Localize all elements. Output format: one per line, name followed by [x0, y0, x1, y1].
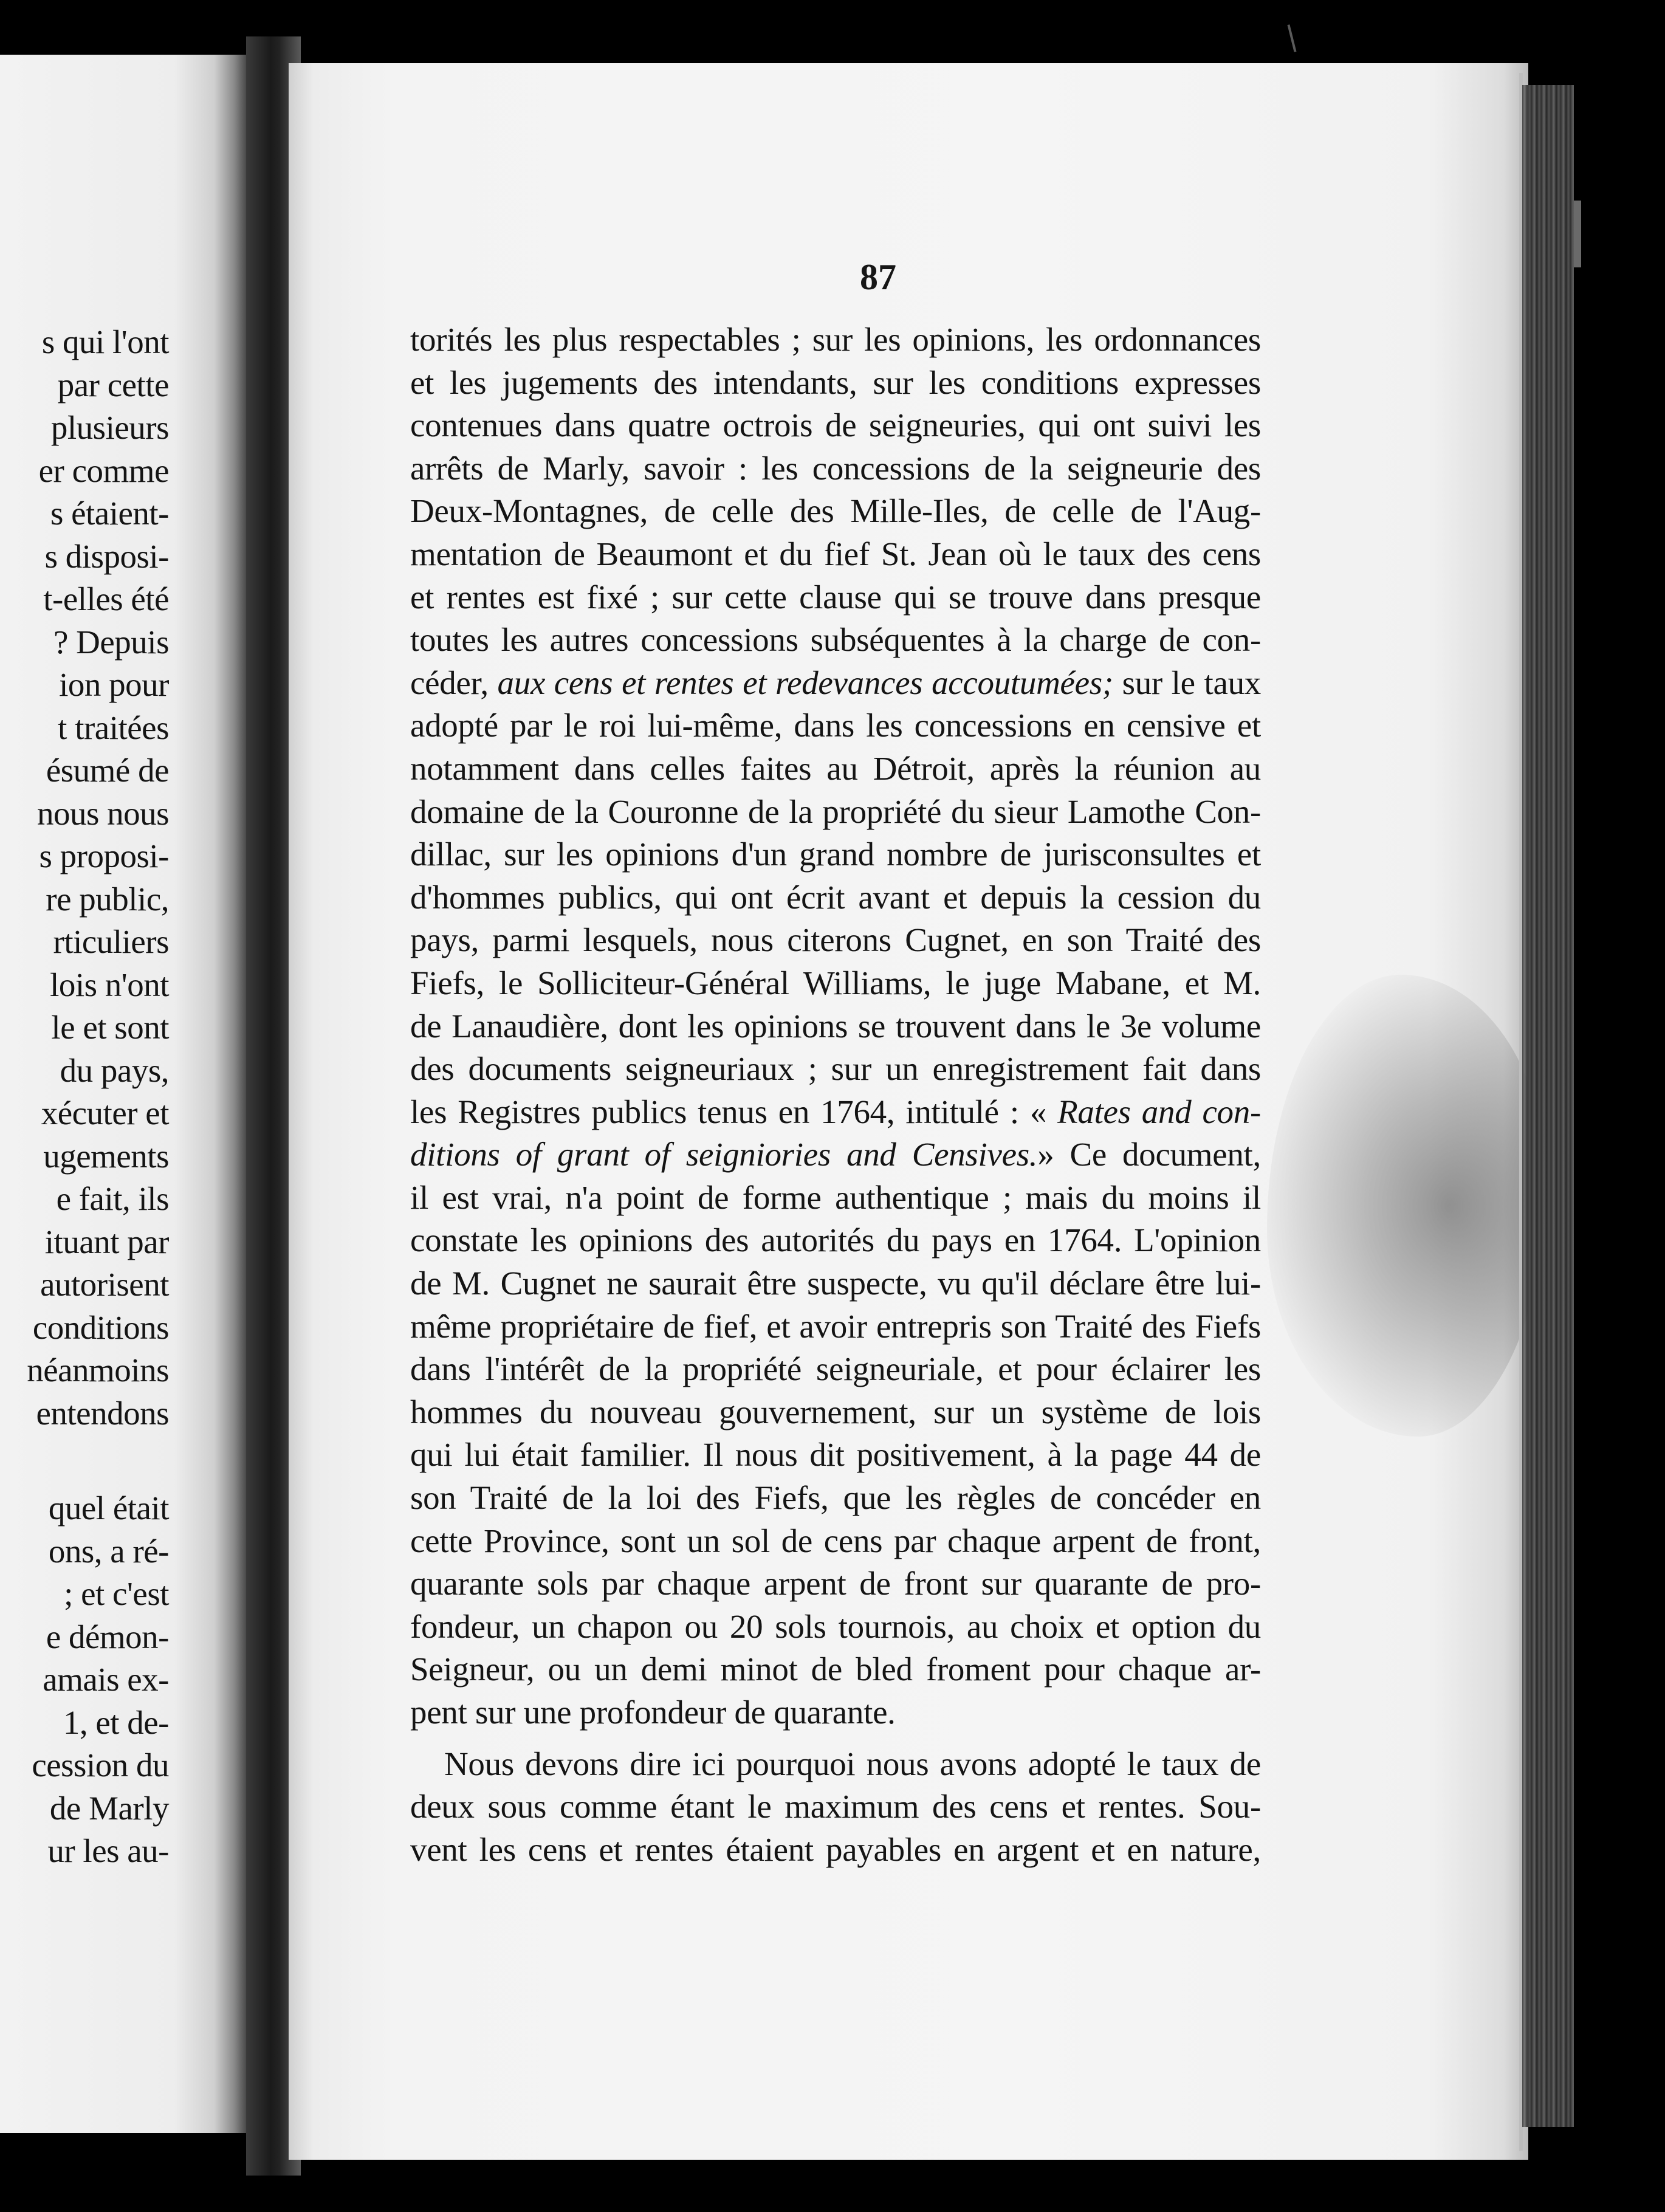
italic-phrase: aux cens et rentes et redevances accoutumées;	[497, 664, 1113, 701]
left-line: t-elles été	[43, 580, 169, 617]
text-line: torités les plus respectables ; sur les opinions, les ordonnances	[410, 321, 1261, 358]
italic-phrase: Rates and con-	[1057, 1093, 1261, 1130]
text-fragment: céder,	[410, 664, 498, 701]
left-line: conditions	[32, 1308, 169, 1346]
text-line: Seigneur, ou un demi minot de bled froment pour chaque ar-	[410, 1650, 1261, 1688]
left-line: du pays,	[60, 1051, 169, 1089]
left-line: néanmoins	[27, 1352, 169, 1389]
text-line: pays, parmi lesquels, nous citerons Cugnet, en son Traité des	[410, 921, 1261, 959]
text-line: dans l'intérêt de la propriété seigneuriale, et pour éclairer les	[410, 1350, 1261, 1388]
left-line: rticuliers	[53, 923, 169, 960]
paragraph-gap	[410, 1734, 1261, 1743]
text-line: Nous devons dire ici pourquoi nous avons adopté le taux de	[444, 1745, 1261, 1782]
text-line: domaine de la Couronne de la propriété du sieur Lamothe Con-	[410, 792, 1261, 830]
text-fragment: » Ce document,	[1037, 1136, 1261, 1173]
text-line: cette Province, sont un sol de cens par chaque arpent de front,	[410, 1522, 1261, 1559]
stacked-page-edges	[1522, 85, 1574, 2127]
left-line: ons, a ré-	[48, 1532, 169, 1570]
text-line: Fiefs, le Solliciteur-Général Williams, le juge Mabane, et M.	[410, 964, 1261, 1001]
left-line: s étaient-	[50, 495, 169, 532]
text-line-with-italic	[410, 662, 1261, 705]
text-line: son Traité de la loi des Fiefs, que les règles de concéder en	[410, 1479, 1261, 1517]
left-paragraph-gap	[0, 1435, 169, 1487]
left-line: autorisent	[40, 1266, 169, 1303]
text-line: de M. Cugnet ne saurait être suspecte, vu qu'il déclare être lui-	[410, 1265, 1261, 1302]
ink-smudge	[1267, 975, 1528, 1437]
text-line: il est vrai, n'a point de forme authentique ; mais du moins il	[410, 1178, 1261, 1216]
text-line: même propriétaire de fief, et avoir entrepris son Traité des Fiefs	[410, 1307, 1261, 1345]
left-line: par cette	[57, 366, 169, 404]
left-line: lois n'ont	[50, 966, 169, 1003]
text-fragment: les Registres publics tenus en 1764, intitulé : «	[410, 1093, 1058, 1130]
left-page-text	[0, 321, 169, 1873]
left-line: s qui l'ont	[41, 323, 169, 360]
text-line: quarante sols par chaque arpent de front sur quarante de pro-	[410, 1565, 1261, 1602]
left-line: quel était	[48, 1489, 169, 1527]
left-line: ituant par	[44, 1223, 169, 1260]
left-line: cession du	[32, 1747, 169, 1784]
left-line: entendons	[36, 1394, 169, 1432]
text-fragment: sur le taux	[1113, 664, 1261, 701]
text-line: toutes les autres concessions subséquentes à la charge de con-	[410, 621, 1261, 659]
left-line: ? Depuis	[53, 623, 169, 661]
text-line: qui lui était familier. Il nous dit positivement, à la page 44 de	[410, 1436, 1261, 1474]
scan-artifact	[1574, 201, 1581, 267]
text-line: constate les opinions des autorités du pays en 1764. L'opinion	[410, 1221, 1261, 1259]
right-page	[289, 63, 1528, 2160]
left-line: re public,	[46, 880, 169, 918]
text-line: fondeur, un chapon ou 20 sols tournois, au choix et option du	[410, 1607, 1261, 1645]
left-line: e fait, ils	[56, 1180, 169, 1217]
text-line: et les jugements des intendants, sur les conditions expresses	[410, 363, 1261, 401]
text-line: de Lanaudière, dont les opinions se trouvent dans le 3e volume	[410, 1007, 1261, 1045]
text-line: des documents seigneuriaux ; sur un enregistrement fait dans	[410, 1050, 1261, 1088]
italic-phrase: ditions of grant of seigniories and Censives.	[410, 1136, 1038, 1173]
left-line: le et sont	[51, 1009, 169, 1046]
text-line: Deux-Montagnes, de celle des Mille-Iles, de celle de l'Aug-	[410, 492, 1261, 530]
text-line: adopté par le roi lui-même, dans les concessions en censive et	[410, 707, 1261, 744]
left-line: er comme	[38, 452, 169, 489]
text-line-with-italic	[410, 1133, 1261, 1176]
text-line: d'hommes publics, qui ont écrit avant et depuis la cession du	[410, 878, 1261, 916]
text-line: deux sous comme étant le maximum des cens et rentes. Sou-	[410, 1788, 1261, 1826]
left-line: xécuter et	[41, 1094, 169, 1132]
left-line: ; et c'est	[64, 1575, 169, 1612]
left-line: s disposi-	[44, 537, 169, 575]
text-line: contenues dans quatre octrois de seigneuries, qui ont suivi les	[410, 407, 1261, 444]
left-line: nous nous	[36, 794, 169, 832]
text-line: dillac, sur les opinions d'un grand nombre de jurisconsultes et	[410, 836, 1261, 873]
text-line: notamment dans celles faites au Détroit, après la réunion au	[410, 749, 1261, 787]
text-line: pent sur une profondeur de quarante.	[410, 1694, 896, 1731]
left-line: ur les au-	[47, 1832, 169, 1869]
text-line: hommes du nouveau gouvernement, sur un système de lois	[410, 1393, 1261, 1431]
text-line: mentation de Beaumont et du fief St. Jean où le taux des cens	[410, 535, 1261, 572]
left-line: plusieurs	[50, 409, 169, 446]
text-line: vent les cens et rentes étaient payables en argent et en nature,	[410, 1830, 1261, 1868]
left-line: t traitées	[58, 709, 169, 746]
left-line: amais ex-	[43, 1661, 169, 1698]
left-page	[0, 55, 249, 2133]
text-line-with-italic	[410, 1091, 1261, 1134]
left-line: s proposi-	[39, 837, 169, 874]
text-line: et rentes est fixé ; sur cette clause qui se trouve dans presque	[410, 578, 1261, 616]
scan-artifact	[1287, 24, 1296, 52]
body-text	[410, 318, 1261, 1871]
left-line: ion pour	[59, 666, 169, 703]
left-line: e démon-	[46, 1618, 169, 1655]
left-line: 1, et de-	[63, 1703, 169, 1741]
page-number: 87	[860, 257, 896, 297]
left-line: ugements	[43, 1137, 169, 1175]
text-line: arrêts de Marly, savoir : les concessions de la seigneurie des	[410, 449, 1261, 487]
left-line: de Marly	[49, 1789, 169, 1827]
left-line: ésumé de	[46, 752, 169, 789]
